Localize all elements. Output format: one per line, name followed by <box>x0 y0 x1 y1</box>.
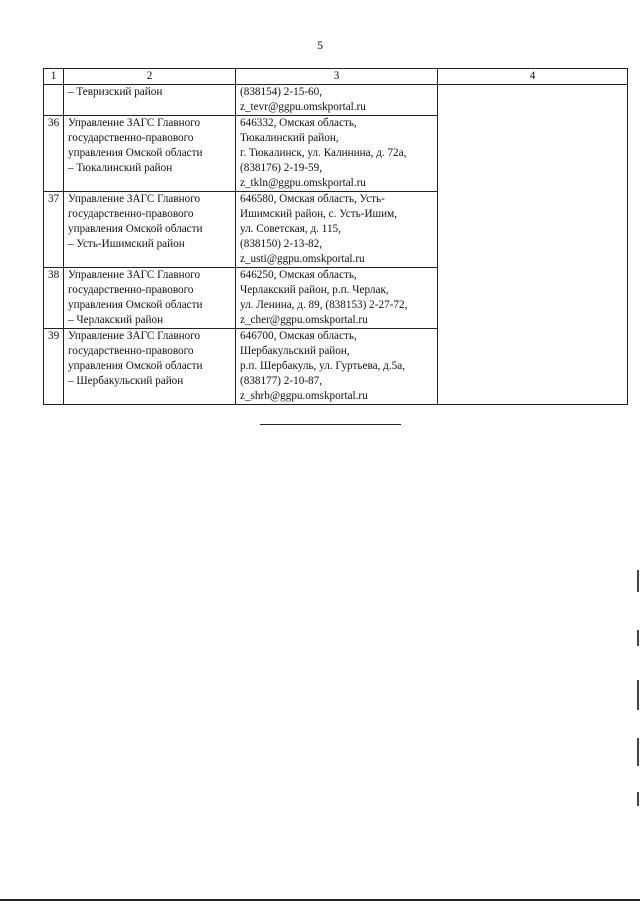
office-name-line: Управление ЗАГС Главного <box>68 330 201 342</box>
office-name-cell <box>64 268 236 329</box>
row-number <box>44 85 64 116</box>
office-name-line: – Тевризский район <box>68 86 163 98</box>
email-line: z_shrb@ggpu.omskportal.ru <box>240 390 368 402</box>
office-name-cell <box>64 192 236 268</box>
scan-edge-mark <box>637 738 639 766</box>
address-line: 646580, Омская область, Усть- <box>240 193 385 205</box>
address-line: (838176) 2-19-59, <box>240 162 323 174</box>
office-name-line: – Шербакульский район <box>68 375 184 387</box>
row-number: 37 <box>44 192 64 268</box>
address-line: ул. Ленина, д. 89, (838153) 2-27-72, <box>240 299 408 311</box>
table-header-row <box>44 69 628 85</box>
page-number: 5 <box>317 38 323 52</box>
office-name-line: Управление ЗАГС Главного <box>68 193 201 205</box>
office-address-cell <box>236 85 438 116</box>
office-name-line: – Тюкалинский район <box>68 162 173 174</box>
address-line: ул. Советская, д. 115, <box>240 223 341 235</box>
scan-edge-mark <box>637 630 639 646</box>
address-line: (838177) 2-10-87, <box>240 375 323 387</box>
address-line: (838150) 2-13-82, <box>240 238 323 250</box>
office-address-cell <box>236 116 438 192</box>
end-separator-line <box>260 424 401 425</box>
row-number: 38 <box>44 268 64 329</box>
office-address-cell <box>236 329 438 405</box>
office-name-cell <box>64 329 236 405</box>
address-line: Тюкалинский район, <box>240 132 339 144</box>
column-4-cell <box>438 85 628 405</box>
address-line: Ишимский район, с. Усть-Ишим, <box>240 208 398 220</box>
office-name-line: управления Омской области <box>68 360 203 372</box>
email-line: z_tkln@ggpu.omskportal.ru <box>240 177 366 189</box>
office-address-cell <box>236 268 438 329</box>
scan-edge-mark <box>637 680 639 710</box>
table-row <box>44 85 628 116</box>
column-header-4: 4 <box>438 69 628 85</box>
row-number: 39 <box>44 329 64 405</box>
registry-offices-table <box>43 68 628 405</box>
address-line: 646332, Омская область, <box>240 117 357 129</box>
column-header-1: 1 <box>44 69 64 85</box>
email-line: z_tevr@ggpu.omskportal.ru <box>240 101 366 113</box>
office-name-cell <box>64 116 236 192</box>
office-name-line: – Усть-Ишимский район <box>68 238 185 250</box>
address-line: Черлакский район, р.п. Черлак, <box>240 284 389 296</box>
office-name-line: управления Омской области <box>68 147 203 159</box>
office-name-cell <box>64 85 236 116</box>
office-name-line: – Черлакский район <box>68 314 164 326</box>
office-name-line: управления Омской области <box>68 299 203 311</box>
row-number: 36 <box>44 116 64 192</box>
office-address-cell <box>236 192 438 268</box>
address-line: 646250, Омская область, <box>240 269 357 281</box>
address-line: (838154) 2-15-60, <box>240 86 323 98</box>
office-name-line: государственно-правового <box>68 132 194 144</box>
scan-edge-mark <box>637 570 639 592</box>
address-line: р.п. Шербакуль, ул. Гуртьева, д.5а, <box>240 360 405 372</box>
office-name-line: государственно-правового <box>68 345 194 357</box>
office-name-line: Управление ЗАГС Главного <box>68 117 201 129</box>
address-line: 646700, Омская область, <box>240 330 357 342</box>
scan-bottom-edge <box>0 899 640 901</box>
email-line: z_usti@ggpu.omskportal.ru <box>240 253 365 265</box>
office-name-line: управления Омской области <box>68 223 203 235</box>
address-line: г. Тюкалинск, ул. Калинина, д. 72а, <box>240 147 407 159</box>
office-name-line: Управление ЗАГС Главного <box>68 269 201 281</box>
table-body <box>44 85 628 405</box>
email-line: z_cher@ggpu.omskportal.ru <box>240 314 368 326</box>
address-line: Шербакульский район, <box>240 345 350 357</box>
column-header-2: 2 <box>64 69 236 85</box>
office-name-line: государственно-правового <box>68 208 194 220</box>
office-name-line: государственно-правового <box>68 284 194 296</box>
scan-edge-mark <box>637 792 639 806</box>
column-header-3: 3 <box>236 69 438 85</box>
scan-edge-marks <box>634 560 640 860</box>
